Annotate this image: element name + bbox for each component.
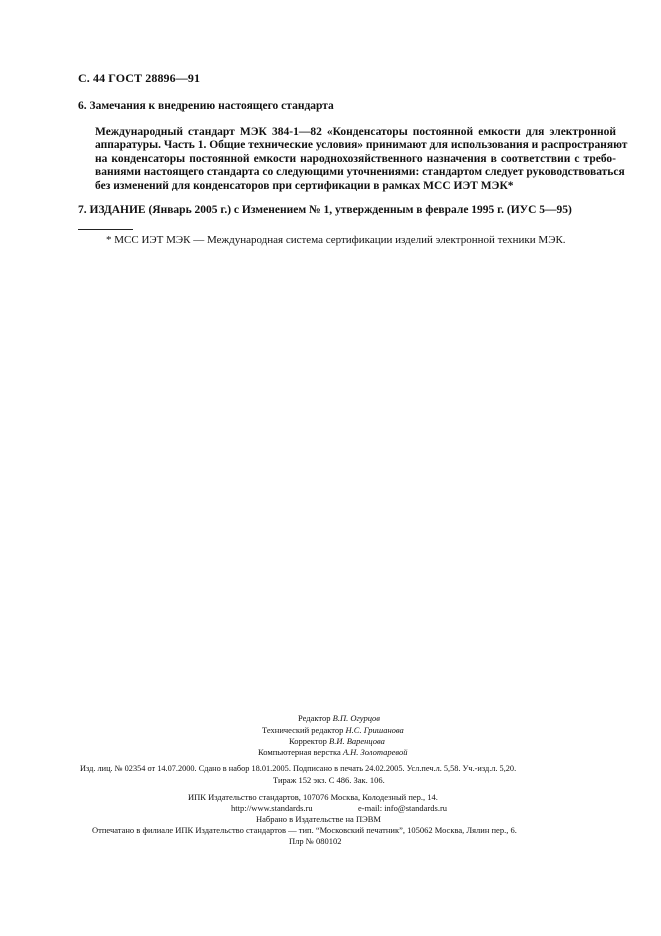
typeset-note: Набрано в Издательстве на ПЭВМ [256, 814, 381, 824]
section-6-line: аппаратуры. Часть 1. Общие технические условия» принимают для использования и распространяют [95, 139, 628, 152]
footnote-rule [78, 229, 133, 230]
layout-role: Компьютерная верстка [258, 747, 341, 757]
email-link[interactable]: e-mail: info@standards.ru [358, 803, 448, 813]
corrector-role: Корректор [289, 736, 327, 746]
layout-name: А.Н. Золотаревой [342, 747, 408, 757]
print-run: Тираж 152 экз. С 486. Зак. 106. [273, 775, 385, 785]
section-6-line: на конденсаторы постоянной емкости народнохозяйственного назначения в соответствии с требо- [95, 152, 616, 165]
section-7: 7. ИЗДАНИЕ (Январь 2005 г.) с Изменением № 1, утвержденным в феврале 1995 г. (ИУС 5—95) [78, 204, 572, 216]
layout-line [258, 746, 407, 759]
section-6-body [95, 126, 628, 193]
section-6-line: Международный стандарт МЭК 384-1—82 «Конденсаторы постоянной емкости для электронной [95, 126, 616, 138]
website-link[interactable]: http://www.standards.ru [231, 803, 313, 813]
editor-name: В.П. Огурцов [332, 713, 380, 723]
section-6-line: без изменений для конденсаторов при сертификации в рамках МСС ИЭТ МЭК* [95, 179, 514, 192]
section-6-title: 6. Замечания к внедрению настоящего стандарта [78, 100, 334, 112]
section-6-line: ваниями настоящего стандарта со следующими уточнениями: стандартом следует руководствоваться [95, 166, 625, 179]
footnote: * МСС ИЭТ МЭК — Международная система сертификации изделий электронной техники МЭК. [106, 234, 566, 246]
plr-number: Плр № 080102 [289, 836, 342, 846]
editor-role: Редактор [298, 713, 331, 723]
print-details: Изд. лиц. № 02354 от 14.07.2000. Сдано в набор 18.01.2005. Подписано в печать 24.02.2005. Усл.печ.л. 5,58. Уч.-изд.л. 5,20. [80, 764, 517, 773]
page-header: С. 44 ГОСТ 28896—91 [78, 71, 201, 85]
tech-editor-role: Технический редактор [262, 725, 344, 735]
printed-note: Отпечатано в филиале ИПК Издательство стандартов — тип. “Московский печатник”, 105062 Москва, Лялин пер., 6. [92, 825, 517, 835]
editor-line [298, 712, 380, 725]
tech-editor-name: Н.С. Гришанова [345, 725, 404, 735]
publisher-address: ИПК Издательство стандартов, 107076 Москва, Колодезный пер., 14. [188, 792, 438, 802]
corrector-name: В.И. Варенцова [329, 736, 385, 746]
